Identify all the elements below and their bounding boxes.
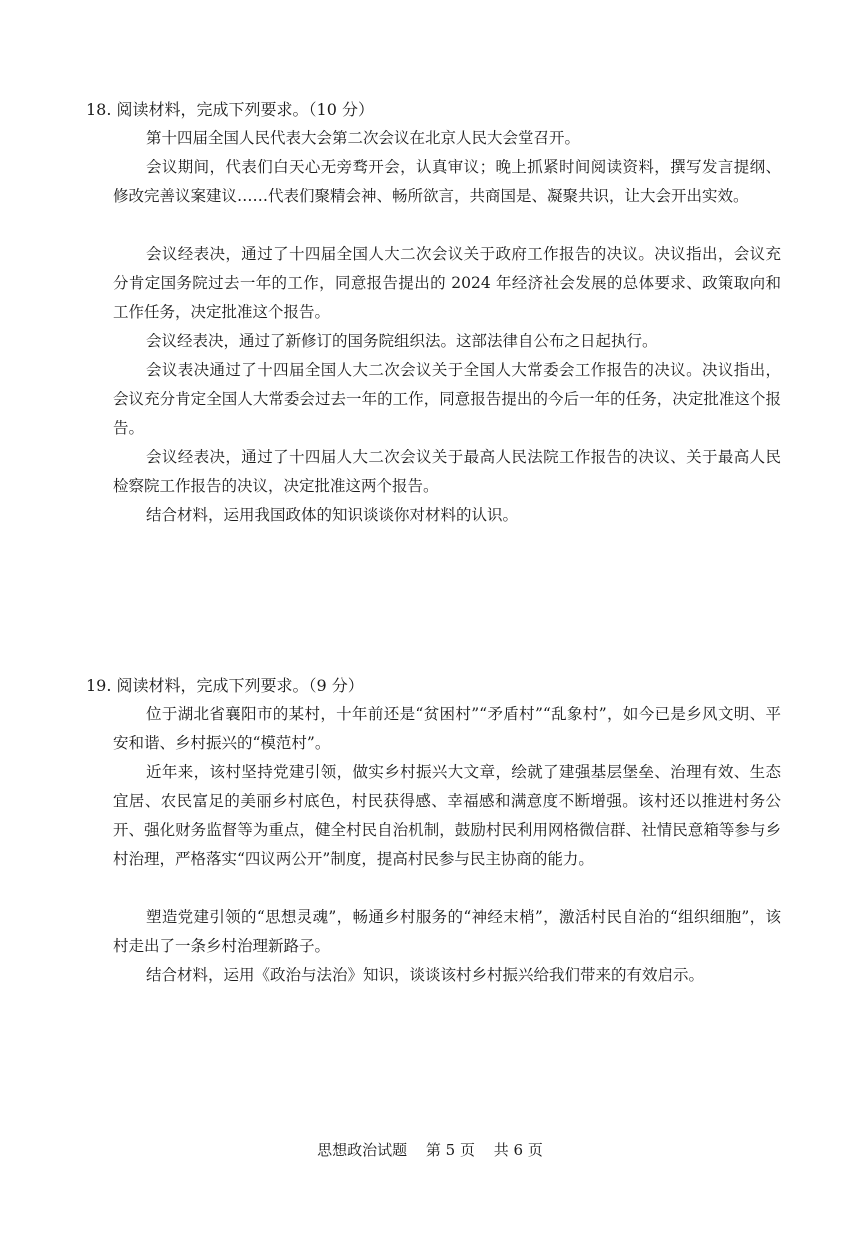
footer-total-pages: 共 6 页 <box>493 1141 543 1159</box>
q18-paragraph-3: 会议经表决，通过了十四届全国人大二次会议关于政府工作报告的决议。决议指出，会议充分肯定国务院过去一年的工作，同意报告提出的 2024 年经济社会发展的总体要求、政策取向和工作任务，决定批准这个报告。 <box>113 245 781 321</box>
q18-paragraph-1: 第十四届全国人民代表大会第二次会议在北京人民大会堂召开。 <box>146 129 581 147</box>
page-footer <box>0 1140 860 1160</box>
footer-page-number: 第 5 页 <box>425 1141 475 1159</box>
q19-prompt: 结合材料，运用《政治与法治》知识，谈谈该村乡村振兴给我们带来的有效启示。 <box>146 966 705 984</box>
q18-paragraph-6: 会议经表决，通过了十四届人大二次会议关于最高人民法院工作报告的决议、关于最高人民检察院工作报告的决议，决定批准这两个报告。 <box>113 448 781 495</box>
q18-paragraph-5: 会议表决通过了十四届全国人大二次会议关于全国人大常委会工作报告的决议。决议指出，会议充分肯定全国人大常委会过去一年的工作，同意报告提出的今后一年的任务，决定批准这个报告。 <box>113 361 781 437</box>
question-19-heading: 19. 阅读材料，完成下列要求。（9 分） <box>86 676 364 695</box>
q19-paragraph-1: 位于湖北省襄阳市的某村，十年前还是“贫困村”“矛盾村”“乱象村”，如今已是乡风文明、平安和谐、乡村振兴的“模范村”。 <box>113 705 781 752</box>
q18-paragraph-2: 会议期间，代表们白天心无旁骛开会，认真审议；晚上抓紧时间阅读资料，撰写发言提纲、修改完善议案建议……代表们聚精会神、畅所欲言，共商国是、凝聚共识，让大会开出实效。 <box>113 158 781 205</box>
q18-prompt: 结合材料，运用我国政体的知识谈谈你对材料的认识。 <box>146 506 519 524</box>
question-18-heading: 18. 阅读材料，完成下列要求。（10 分） <box>86 100 374 119</box>
q19-paragraph-3: 塑造党建引领的“思想灵魂”，畅通乡村服务的“神经末梢”，激活村民自治的“组织细胞”，该村走出了一条乡村治理新路子。 <box>113 908 781 955</box>
q18-paragraph-4: 会议经表决，通过了新修订的国务院组织法。这部法律自公布之日起执行。 <box>146 332 658 350</box>
q19-paragraph-2: 近年来，该村坚持党建引领，做实乡村振兴大文章，绘就了建强基层堡垒、治理有效、生态宜居、农民富足的美丽乡村底色，村民获得感、幸福感和满意度不断增强。该村还以推进村务公开、强化财务监督等为重点，健全村民自治机制，鼓励村民利用网格微信群、社情民意箱等参与乡村治理，严格落实“四议两公开”制度，提高村民参与民主协商的能力。 <box>113 763 781 868</box>
footer-subject: 思想政治试题 <box>317 1141 408 1159</box>
